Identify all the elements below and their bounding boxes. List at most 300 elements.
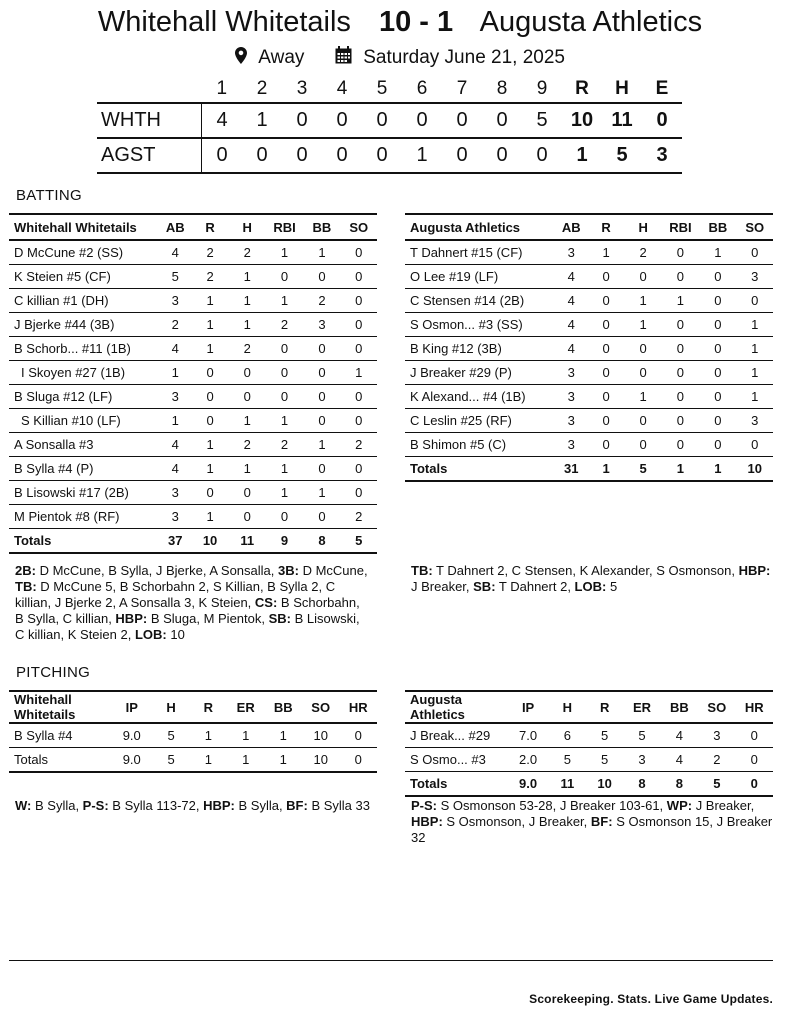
note-label: 2B: [15,563,36,578]
game-meta [0,46,800,70]
inning-score: 0 [362,103,402,138]
note-text: B Lisowski, C killian, K Steien 2, [15,611,360,642]
player-row [405,385,773,409]
stat-cell: 0 [303,265,340,289]
stat-header: BB [264,691,302,723]
inning-header: 6 [416,78,428,99]
player-name: B Sylla #4 [9,723,111,748]
note-label: SB: [473,579,496,594]
stat-cell: 0 [266,361,303,385]
stat-header: SO [302,691,340,723]
totals-cell: 5 [625,457,662,482]
note-label: HBP: [203,798,235,813]
note-label: P-S: [82,798,109,813]
stat-cell: 1 [266,240,303,265]
stat-cell: 0 [737,433,773,457]
player-name: S Osmon... #3 (SS) [405,313,555,337]
stat-cell: 4 [555,265,588,289]
totals-cell: 11 [549,772,586,797]
stat-cell: 0 [229,385,266,409]
stat-cell: 4 [159,433,192,457]
inning-score: 0 [442,138,482,173]
stat-cell: 0 [662,361,699,385]
note-text: S Osmonson 53-28, J Breaker 103-61, [437,798,667,813]
totals-cell: 1 [699,457,736,482]
location-label: Away [258,47,305,68]
stat-cell: 5 [152,723,189,748]
stat-cell: 4 [661,748,698,772]
stat-cell: 0 [266,505,303,529]
stat-cell: 4 [555,337,588,361]
stat-cell: 0 [737,240,773,265]
note-text: T Dahnert 2, C Stensen, K Alexander, S Osmonson, [432,563,739,578]
totals-cell: 8 [623,772,660,797]
stat-cell: 0 [303,409,340,433]
stat-cell: 3 [555,240,588,265]
stat-header: BB [661,691,698,723]
totals-label: Totals [405,772,507,797]
header-row [9,214,377,240]
stat-cell: 1 [264,723,302,748]
stat-cell: 2 [303,289,340,313]
header-row [405,691,773,723]
stat-cell: 1 [190,723,227,748]
player-name: J Bjerke #44 (3B) [9,313,159,337]
stat-cell: 1 [229,313,266,337]
stat-cell: 0 [341,409,377,433]
inning-score: 0 [322,138,362,173]
stat-cell: 2 [159,313,192,337]
stat-cell: 1 [191,337,228,361]
stat-cell: 1 [159,409,192,433]
stat-header: IP [507,691,548,723]
totals-row [405,772,773,797]
stat-cell: 0 [699,433,736,457]
player-row [405,289,773,313]
player-name: J Break... #29 [405,723,507,748]
player-row [9,361,377,385]
stat-cell: 1 [737,385,773,409]
stat-cell: 0 [662,433,699,457]
away-pitching-table [405,690,773,797]
stat-cell: 0 [662,265,699,289]
stat-cell: 0 [662,337,699,361]
player-name: C killian #1 (DH) [9,289,159,313]
stat-cell: 5 [159,265,192,289]
stat-cell: 0 [339,723,377,748]
player-name: I Skoyen #27 (1B) [9,361,159,385]
stat-cell: 1 [227,723,264,748]
stat-cell: 0 [191,385,228,409]
player-row [9,265,377,289]
inning-header: 8 [496,78,508,99]
player-row [9,240,377,265]
team-header: Whitehall Whitetails [9,214,159,240]
inning-score: 0 [522,138,562,173]
stat-cell: 3 [555,433,588,457]
linescore-team: WHTH [97,103,202,138]
inning-score: 0 [282,103,322,138]
player-name: O Lee #19 (LF) [405,265,555,289]
stat-cell: 0 [341,457,377,481]
stat-cell: 2 [341,433,377,457]
note-text: D McCune 5, B Schorbahn 2, S Killian, B Sylla 2, C killian, J Bjerke 2, A Sonsalla 3, K Steien, [15,579,336,610]
stat-cell: 0 [303,385,340,409]
stat-cell: 9.0 [111,723,152,748]
stat-cell: 3 [159,385,192,409]
totals-cell: 1 [662,457,699,482]
stat-cell: 3 [737,265,773,289]
stat-cell: 0 [625,337,662,361]
note-text: 10 [166,627,185,642]
stat-cell: 0 [625,409,662,433]
note-text: B Sylla, [234,798,287,813]
home-batting-notes [15,563,370,643]
stat-header: H [152,691,189,723]
stat-cell: 1 [266,409,303,433]
stat-cell: 4 [661,723,698,748]
stat-cell: 3 [303,313,340,337]
note-text: S Osmonson, J Breaker, [442,814,591,829]
linescore-table [97,76,682,174]
stat-header: R [191,214,228,240]
note-text: S Osmonson 15, J Breaker 32 [411,814,773,845]
player-row [405,723,773,748]
stat-cell: 0 [266,337,303,361]
stat-cell: 1 [191,313,228,337]
stat-cell: 1 [191,289,228,313]
team-header: Augusta Athletics [405,214,555,240]
inning-score: 0 [482,138,522,173]
stat-cell: 0 [303,337,340,361]
player-row [9,505,377,529]
player-name: S Osmo... #3 [405,748,507,772]
stat-cell: 0 [662,240,699,265]
note-label: P-S: [411,798,437,813]
inning-score: 0 [362,138,402,173]
totals-cell: 5 [341,529,377,554]
totals-cell: 8 [661,772,698,797]
location-pin-icon [235,47,247,70]
player-name: J Breaker #29 (P) [405,361,555,385]
stat-cell: 5 [586,748,623,772]
totals-row [405,457,773,482]
total-score: 11 [602,103,642,138]
stat-cell: 3 [159,505,192,529]
stat-cell: 1 [303,481,340,505]
player-name: S Killian #10 (LF) [9,409,159,433]
note-label: BF: [590,814,613,829]
errors-header: E [655,78,669,99]
totals-cell: 8 [303,529,340,554]
stat-cell: 0 [662,313,699,337]
stat-cell: 4 [555,313,588,337]
note-label: HBP: [115,611,148,626]
player-row [9,385,377,409]
note-text: B Schorbahn, B Sylla, C killian, [15,595,360,626]
player-row [405,361,773,385]
stat-cell: 0 [699,409,736,433]
note-label: TB: [15,579,37,594]
player-row [405,433,773,457]
stat-cell: 0 [588,265,625,289]
total-score: 0 [642,103,682,138]
stat-header: RBI [662,214,699,240]
total-score: 1 [562,138,602,173]
linescore-team: AGST [97,138,202,173]
note-text: J Breaker, [411,579,474,594]
stat-cell: 0 [341,265,377,289]
footer-tagline: Scorekeeping. Stats. Live Game Updates. [529,992,773,1006]
total-score: 3 [642,138,682,173]
note-label: SB: [268,611,291,626]
inning-score: 1 [242,103,282,138]
inning-score: 0 [322,103,362,138]
note-label: LOB: [574,579,607,594]
home-team-name: Whitehall Whitetails [97,6,351,38]
inning-header: 7 [456,78,468,99]
stat-cell: 0 [303,361,340,385]
inning-header: 4 [336,78,348,99]
stat-cell: 0 [625,361,662,385]
totals-label: Totals [9,529,159,554]
stat-cell: 2 [229,337,266,361]
stat-cell: 3 [555,361,588,385]
stat-cell: 0 [341,337,377,361]
total-score: 5 [602,138,642,173]
stat-cell: 0 [662,385,699,409]
final-score: 10 - 1 [378,6,454,38]
note-text: B Sylla 113-72, [108,798,204,813]
calendar-icon [335,46,352,70]
stat-cell: 0 [303,457,340,481]
totals-cell: 9.0 [507,772,548,797]
stat-cell: 1 [699,240,736,265]
note-label: LOB: [134,627,167,642]
stat-cell: 1 [229,289,266,313]
player-name: B Lisowski #17 (2B) [9,481,159,505]
stat-header: HR [736,691,773,723]
stat-cell: 2.0 [507,748,548,772]
stat-cell: 2 [191,265,228,289]
stat-cell: 3 [159,481,192,505]
note-label: TB: [411,563,433,578]
player-row [405,313,773,337]
stat-cell: 1 [341,361,377,385]
player-row [9,481,377,505]
stat-cell: 0 [229,481,266,505]
inning-score: 0 [442,103,482,138]
batting-section-label: BATTING [16,187,82,204]
player-name: C Leslin #25 (RF) [405,409,555,433]
note-text: T Dahnert 2, [495,579,575,594]
stat-cell: 0 [266,385,303,409]
inning-score: 0 [202,138,243,173]
player-name: K Alexand... #4 (1B) [405,385,555,409]
inning-score: 0 [482,103,522,138]
stat-cell: 1 [229,265,266,289]
totals-cell: 10 [586,772,623,797]
stat-cell: 0 [737,289,773,313]
stat-header: BB [699,214,736,240]
player-row [405,748,773,772]
totals-row [9,748,377,773]
stat-cell: 0 [341,313,377,337]
inning-header: 1 [216,78,228,99]
stat-cell: 1 [625,385,662,409]
player-row [9,409,377,433]
stat-cell: 0 [341,240,377,265]
totals-row [9,529,377,554]
totals-cell: 9 [266,529,303,554]
stat-cell: 5 [586,723,623,748]
player-row [9,457,377,481]
stat-cell: 5 [623,723,660,748]
runs-header: R [575,78,589,99]
totals-cell: 1 [588,457,625,482]
stat-cell: 1 [737,337,773,361]
stat-cell: 1 [737,361,773,385]
totals-cell: 1 [227,748,264,773]
stat-header: R [588,214,625,240]
stat-cell: 6 [549,723,586,748]
inning-header: 2 [256,78,268,99]
stat-cell: 2 [229,433,266,457]
totals-cell: 5 [698,772,735,797]
stat-cell: 3 [737,409,773,433]
away-team-name: Augusta Athletics [479,6,703,38]
player-row [9,337,377,361]
stat-header: R [190,691,227,723]
stat-cell: 0 [699,265,736,289]
inning-header: 3 [296,78,308,99]
totals-cell: 10 [302,748,340,773]
stat-cell: 1 [303,240,340,265]
stat-cell: 0 [191,409,228,433]
stat-header: H [229,214,266,240]
header-row [9,691,377,723]
note-text: B Sluga, M Pientok, [147,611,269,626]
team-header: Augusta Athletics [405,691,507,723]
stat-cell: 0 [588,313,625,337]
stat-cell: 1 [191,457,228,481]
totals-cell: 10 [191,529,228,554]
stat-cell: 0 [229,505,266,529]
player-row [405,265,773,289]
stat-cell: 0 [341,289,377,313]
stat-cell: 3 [623,748,660,772]
stat-cell: 0 [699,361,736,385]
stat-header: AB [555,214,588,240]
stat-cell: 0 [625,433,662,457]
stat-cell: 3 [555,385,588,409]
stat-cell: 2 [266,433,303,457]
stat-cell: 4 [159,337,192,361]
stat-cell: 1 [266,481,303,505]
stat-cell: 0 [736,723,773,748]
player-name: D McCune #2 (SS) [9,240,159,265]
stat-header: R [586,691,623,723]
player-name: T Dahnert #15 (CF) [405,240,555,265]
player-name: B Sluga #12 (LF) [9,385,159,409]
stat-cell: 0 [625,265,662,289]
stat-cell: 7.0 [507,723,548,748]
stat-cell: 0 [266,265,303,289]
stat-cell: 4 [555,289,588,313]
stat-cell: 1 [229,457,266,481]
player-row [405,409,773,433]
inning-header: 5 [376,78,388,99]
note-text: B Sylla 33 [307,798,370,813]
note-label: W: [15,798,32,813]
pitching-section-label: PITCHING [16,664,91,681]
stat-cell: 0 [588,337,625,361]
stat-cell: 1 [266,289,303,313]
note-text: J Breaker, [692,798,755,813]
player-name: B Sylla #4 (P) [9,457,159,481]
note-label: HBP: [411,814,443,829]
stat-cell: 1 [266,457,303,481]
footer-divider [9,960,773,961]
player-name: C Stensen #14 (2B) [405,289,555,313]
totals-cell: 1 [190,748,227,773]
stat-cell: 0 [699,385,736,409]
totals-cell: 11 [229,529,266,554]
stat-cell: 0 [588,361,625,385]
game-date: Saturday June 21, 2025 [363,47,565,68]
totals-cell: 0 [736,772,773,797]
note-text: D McCune, B Sylla, J Bjerke, A Sonsalla, [35,563,279,578]
note-text: B Sylla, [31,798,83,813]
player-row [9,289,377,313]
stat-cell: 3 [555,409,588,433]
stat-cell: 0 [191,481,228,505]
player-name: A Sonsalla #3 [9,433,159,457]
stat-cell: 1 [737,313,773,337]
away-pitching-notes [411,798,773,846]
stat-cell: 0 [341,385,377,409]
stat-header: ER [227,691,264,723]
stat-header: RBI [266,214,303,240]
stat-cell: 0 [699,313,736,337]
stat-cell: 0 [662,409,699,433]
stat-header: BB [303,214,340,240]
stat-cell: 0 [588,433,625,457]
team-header: Whitehall Whitetails [9,691,111,723]
stat-cell: 1 [625,289,662,313]
inning-score: 5 [522,103,562,138]
stat-cell: 0 [303,505,340,529]
player-row [9,723,377,748]
away-batting-notes [411,563,773,595]
home-batting-table [9,213,377,554]
inning-header: 9 [536,78,548,99]
inning-score: 0 [402,103,442,138]
inning-score: 1 [402,138,442,173]
stat-cell: 0 [229,361,266,385]
stat-header: AB [159,214,192,240]
stat-cell: 0 [699,289,736,313]
stat-header: IP [111,691,152,723]
totals-cell: 31 [555,457,588,482]
stat-cell: 0 [588,409,625,433]
stat-cell: 1 [191,433,228,457]
note-text: 5 [606,579,618,594]
totals-cell: 1 [264,748,302,773]
stat-cell: 5 [549,748,586,772]
note-label: CS: [254,595,278,610]
stat-header: SO [698,691,735,723]
